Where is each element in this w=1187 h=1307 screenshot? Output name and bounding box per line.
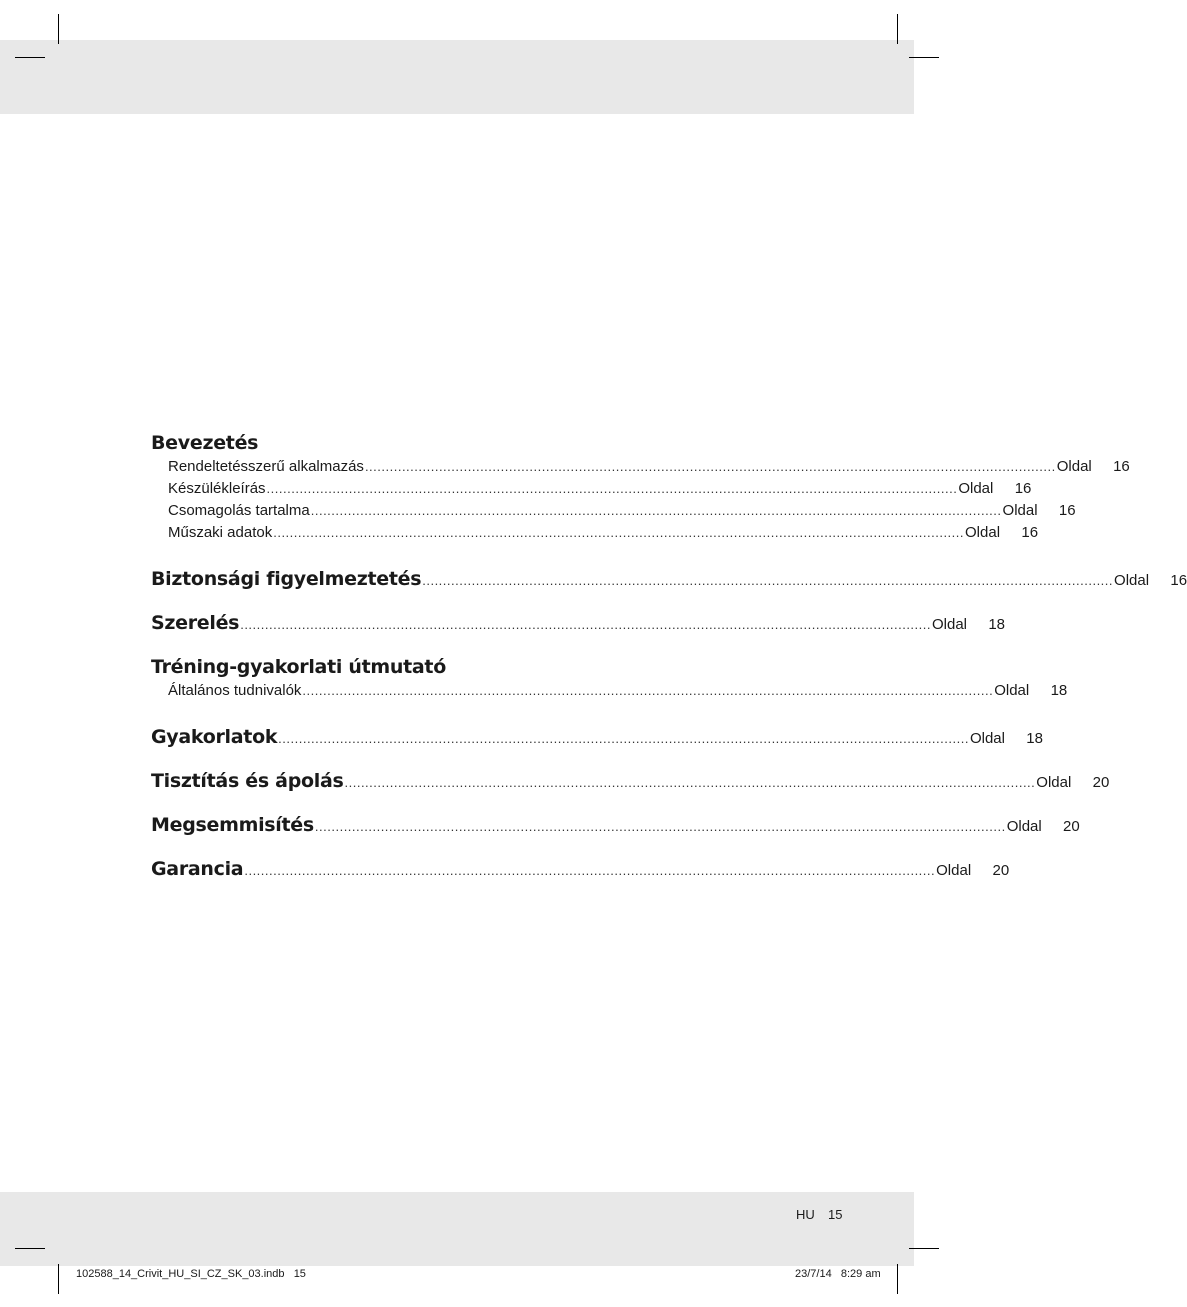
toc-page-word: Oldal — [994, 682, 1030, 699]
dot-leader: ........................................................................................................................................................................ — [244, 863, 936, 878]
crop-mark-top-right-horizontal — [909, 57, 939, 58]
footer-language-code: HU — [796, 1207, 815, 1222]
toc-entry[interactable] — [151, 680, 1068, 702]
toc-section-biztonsagi[interactable] — [151, 566, 1187, 592]
toc-entry-label: Csomagolás tartalma — [168, 502, 310, 519]
toc-entry[interactable] — [151, 500, 1076, 522]
footer-page-number: 15 — [828, 1207, 843, 1222]
toc-page-number: 20 — [992, 862, 1010, 879]
toc-page-word: Oldal — [1056, 458, 1092, 475]
header-band — [0, 40, 914, 114]
toc-entry[interactable] — [151, 478, 1032, 500]
toc-entry-label: Műszaki adatok — [168, 524, 273, 541]
toc-section-title[interactable]: Bevezetés — [151, 432, 259, 454]
crop-mark-top-left-horizontal — [15, 57, 45, 58]
toc-section-title: Biztonsági figyelmeztetés — [151, 568, 422, 590]
crop-mark-top-right-vertical — [897, 14, 898, 44]
crop-mark-bottom-left-horizontal — [15, 1248, 45, 1249]
toc-page-number: 18 — [1026, 730, 1043, 747]
print-file-name: 102588_14_Crivit_HU_SI_CZ_SK_03.indb 15 — [76, 1268, 306, 1280]
dot-leader: ........................................................................................................................................................................ — [278, 731, 969, 746]
toc-page-word: Oldal — [1002, 502, 1038, 519]
dot-leader: ........................................................................................................................................................................ — [240, 617, 931, 632]
toc-page-word: Oldal — [936, 862, 972, 879]
toc-page-number: 20 — [1092, 774, 1110, 791]
toc-page-number: 18 — [1050, 682, 1068, 699]
toc-page-word: Oldal — [1036, 774, 1072, 791]
dot-leader: ........................................................................................................................................................................ — [310, 503, 1002, 518]
toc-section-title: Gyakorlatok — [151, 726, 278, 748]
toc-section-megsemmisites[interactable] — [151, 812, 1080, 838]
crop-mark-bottom-right-horizontal — [909, 1248, 939, 1249]
toc-section-title[interactable]: Tréning-gyakorlati útmutató — [151, 656, 446, 678]
footer-band — [0, 1192, 914, 1266]
toc-section-tisztitas[interactable] — [151, 768, 1110, 794]
toc-entry[interactable] — [151, 456, 1130, 478]
dot-leader: ........................................................................................................................................................................ — [364, 459, 1056, 474]
toc-page-word: Oldal — [965, 524, 1001, 541]
toc-page-word: Oldal — [969, 730, 1005, 747]
toc-page-word: Oldal — [1114, 572, 1150, 589]
toc-page-word: Oldal — [958, 480, 994, 497]
dot-leader: ........................................................................................................................................................................ — [422, 573, 1114, 588]
toc-page-number: 16 — [1014, 480, 1032, 497]
toc-entry[interactable] — [151, 522, 1039, 544]
crop-mark-bottom-left-vertical — [58, 1264, 59, 1294]
toc-page-word: Oldal — [1006, 818, 1042, 835]
toc-section-title: Garancia — [151, 858, 244, 880]
toc-section-garancia[interactable] — [151, 856, 1010, 882]
toc-section-bevezetes — [151, 430, 1130, 544]
toc-page-number: 16 — [1113, 458, 1130, 475]
dot-leader: ........................................................................................................................................................................ — [266, 481, 958, 496]
toc-entry-label: Általános tudnivalók — [168, 682, 302, 699]
toc-page-number: 16 — [1058, 502, 1076, 519]
dot-leader: ........................................................................................................................................................................ — [302, 683, 994, 698]
toc-page-word: Oldal — [932, 616, 968, 633]
toc-section-title: Megsemmisítés — [151, 814, 314, 836]
toc-page-number: 18 — [988, 616, 1006, 633]
dot-leader: ........................................................................................................................................................................ — [273, 525, 965, 540]
dot-leader: ........................................................................................................................................................................ — [344, 775, 1036, 790]
toc-page-number: 16 — [1170, 572, 1187, 589]
crop-mark-bottom-right-vertical — [897, 1264, 898, 1294]
toc-section-trening — [151, 654, 1068, 702]
print-date-time: 23/7/14 8:29 am — [795, 1268, 881, 1280]
crop-mark-top-left-vertical — [58, 14, 59, 44]
toc-section-gyakorlatok[interactable] — [151, 724, 1043, 750]
dot-leader: ........................................................................................................................................................................ — [314, 819, 1006, 834]
toc-page-number: 16 — [1021, 524, 1039, 541]
toc-entry-label: Készülékleírás — [168, 480, 266, 497]
toc-entry-label: Rendeltetésszerű alkalmazás — [168, 458, 364, 475]
toc-section-title: Tisztítás és ápolás — [151, 770, 344, 792]
toc-page-number: 20 — [1063, 818, 1080, 835]
toc-section-title: Szerelés — [151, 612, 240, 634]
table-of-contents — [151, 430, 1187, 882]
toc-section-szereles[interactable] — [151, 610, 1006, 636]
